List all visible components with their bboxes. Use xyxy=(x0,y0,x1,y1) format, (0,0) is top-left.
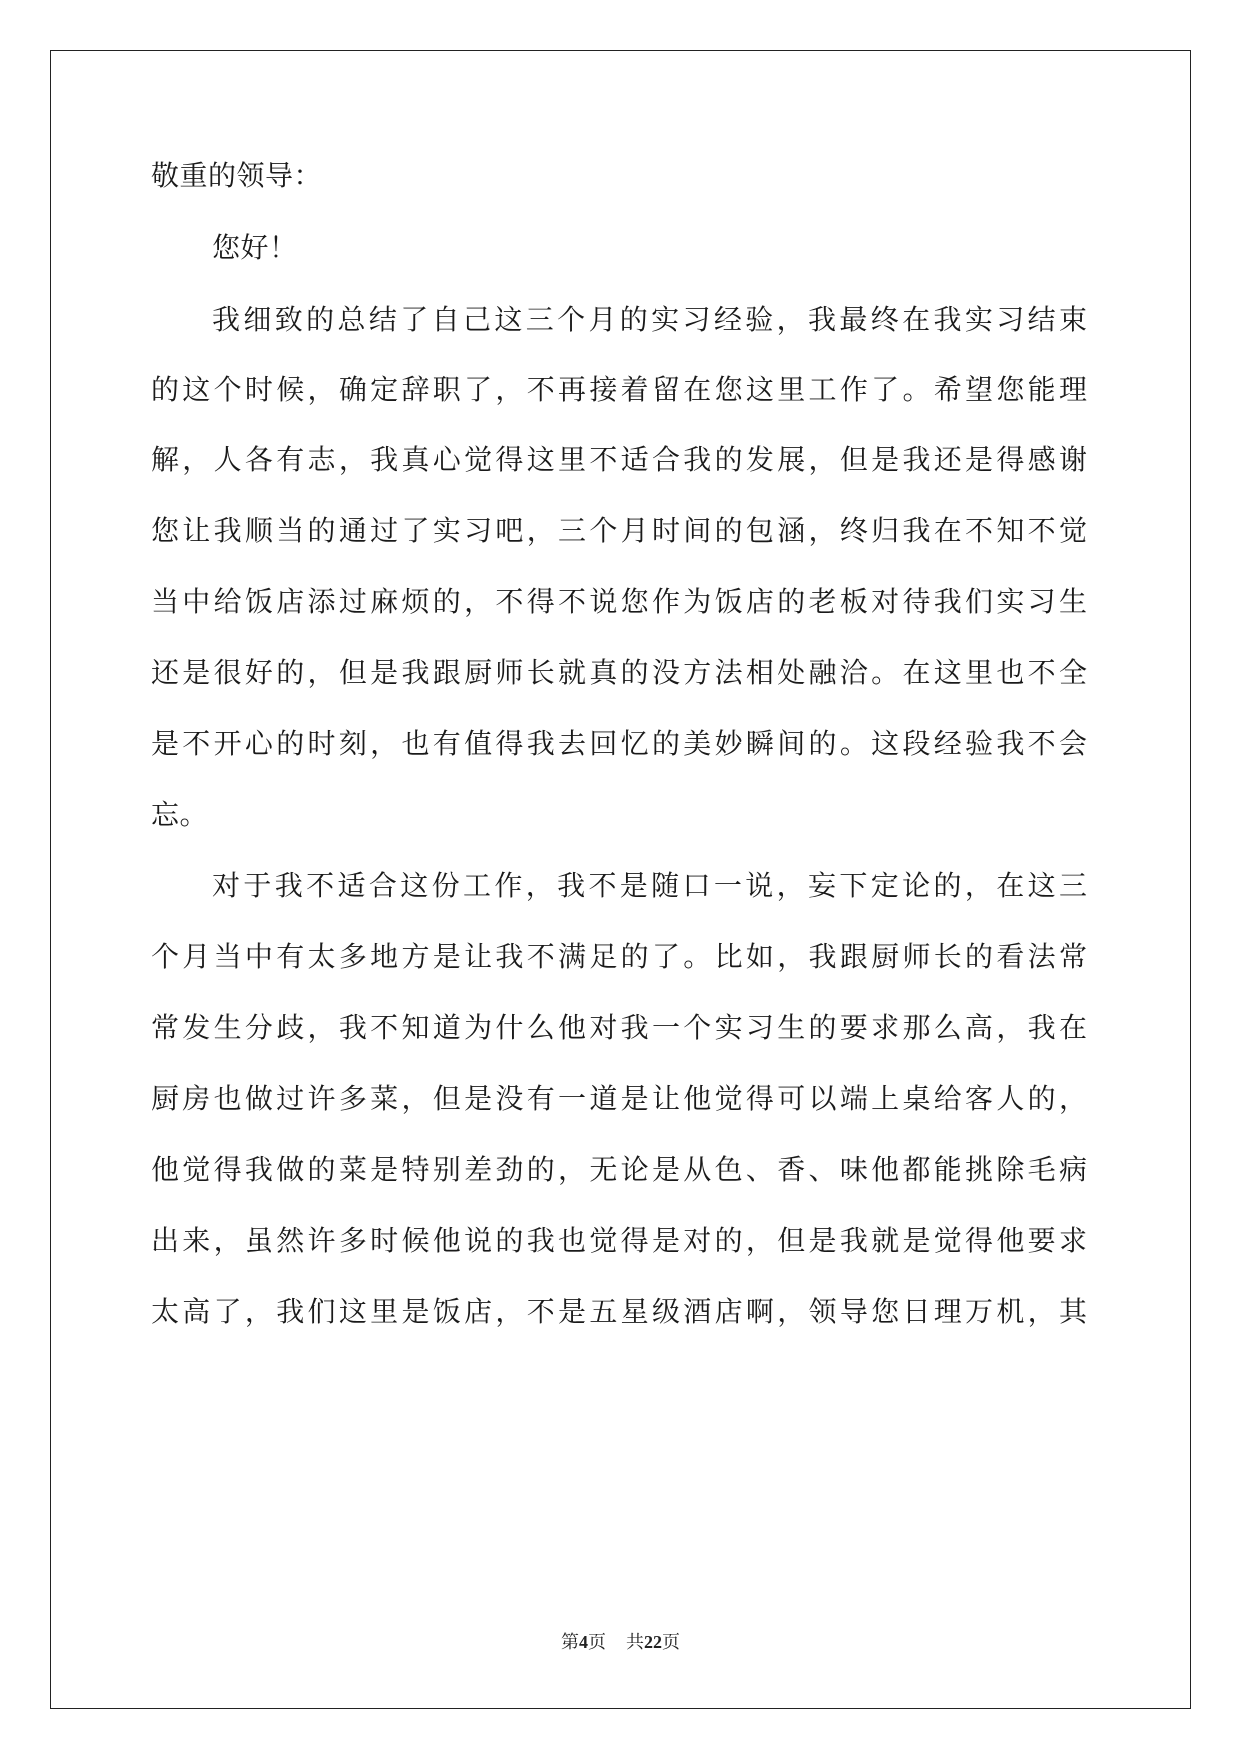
paragraph-line: 您让我顺当的通过了实习吧，三个月时间的包涵，终归我在不知不觉 xyxy=(151,514,1087,547)
paragraph-line: 常发生分歧，我不知道为什么他对我一个实习生的要求那么高，我在 xyxy=(151,1011,1087,1044)
greeting: 您好！ xyxy=(212,231,298,264)
page-prefix: 第 xyxy=(561,1632,579,1652)
paragraph-line: 解，人各有志，我真心觉得这里不适合我的发展，但是我还是得感谢 xyxy=(151,443,1087,476)
total-pages: 22 xyxy=(644,1632,662,1652)
total-prefix: 共 xyxy=(626,1632,644,1652)
paragraph-line: 当中给饭店添过麻烦的，不得不说您作为饭店的老板对待我们实习生 xyxy=(151,585,1087,618)
paragraph-line: 他觉得我做的菜是特别差劲的，无论是从色、香、味他都能挑除毛病 xyxy=(151,1153,1087,1186)
paragraph-line: 的这个时候，确定辞职了，不再接着留在您这里工作了。希望您能理 xyxy=(151,373,1087,406)
paragraph-line: 对于我不适合这份工作，我不是随口一说，妄下定论的，在这三 xyxy=(212,869,1087,902)
paragraph-line: 是不开心的时刻，也有值得我去回忆的美妙瞬间的。这段经验我不会 xyxy=(151,727,1087,760)
paragraph-line: 个月当中有太多地方是让我不满足的了。比如，我跟厨师长的看法常 xyxy=(151,940,1087,973)
paragraph-line: 还是很好的，但是我跟厨师长就真的没方法相处融洽。在这里也不全 xyxy=(151,656,1087,689)
total-suffix: 页 xyxy=(662,1632,680,1652)
page-suffix: 页 xyxy=(588,1632,606,1652)
salutation: 敬重的领导： xyxy=(151,159,323,192)
paragraph-line: 出来，虽然许多时候他说的我也觉得是对的，但是我就是觉得他要求 xyxy=(151,1224,1087,1257)
page-footer xyxy=(0,1628,1241,1654)
paragraph-line: 厨房也做过许多菜，但是没有一道是让他觉得可以端上桌给客人的， xyxy=(151,1082,1087,1115)
paragraph-line: 太高了，我们这里是饭店，不是五星级酒店啊，领导您日理万机，其 xyxy=(151,1295,1087,1328)
paragraph-line: 忘。 xyxy=(151,798,209,831)
paragraph-line: 我细致的总结了自己这三个月的实习经验，我最终在我实习结束 xyxy=(212,303,1087,336)
page-number: 4 xyxy=(579,1632,588,1652)
